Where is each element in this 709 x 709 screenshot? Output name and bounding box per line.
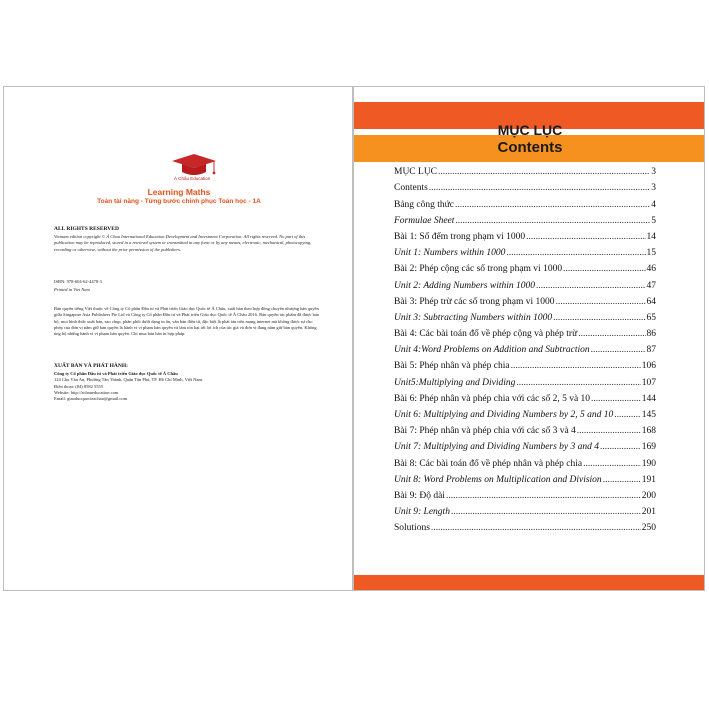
toc-entry-page: 14: [646, 231, 656, 242]
toc-entry-title: Bài 6: Phép nhân và phép chia với các số 2, 5 và 10: [394, 393, 591, 404]
toc-entry-page: 106: [641, 361, 656, 372]
toc-entry-title: Unit 1: Numbers within 1000: [394, 248, 506, 259]
publisher-address: 124 Chu Văn An, Phường Tân Thành, Quận Tân Phú, TP. Hồ Chí Minh, Việt Nam.: [54, 377, 204, 383]
toc-leader-dots: [516, 378, 640, 389]
toc-entry-title: Bảng công thức: [394, 199, 455, 210]
series-subtitle: Toán tài năng - Từng bước chinh phục Toán học - 1A: [97, 198, 261, 205]
toc-leader-dots: [563, 264, 645, 275]
toc-entry: [394, 470, 656, 486]
toc-leader-dots: [429, 183, 650, 194]
toc-entry: [394, 486, 656, 502]
toc-entry: [394, 308, 656, 324]
toc-entry-title: Bài 1: Số đếm trong phạm vi 1000: [394, 231, 526, 242]
contents-heading-vn: MỤC LỤC: [497, 122, 563, 138]
toc-entry-title: Unit 9: Length: [394, 507, 450, 518]
toc-entry: [394, 389, 656, 405]
toc-entry-title: Unit 4:Word Problems on Addition and Subtraction: [394, 345, 590, 356]
toc-leader-dots: [526, 232, 645, 243]
toc-leader-dots: [578, 329, 645, 340]
isbn: ISBN: 978-604-62-4478-3: [54, 279, 102, 284]
toc-entry-page: 3: [651, 167, 656, 178]
toc-entry: [394, 518, 656, 534]
toc-entry-page: 65: [646, 312, 656, 323]
toc-leader-dots: [455, 200, 650, 211]
toc-entry-page: 15: [646, 248, 656, 259]
toc-entry-title: Unit 6: Multiplying and Dividing Numbers by 2, 5 and 10: [394, 410, 614, 420]
toc-leader-dots: [536, 281, 645, 292]
toc-entry-title: Bài 5: Phép nhân và phép chia: [394, 361, 510, 372]
toc-entry: [394, 259, 656, 275]
toc-entry-title: Bài 4: Các bài toán đố về phép cộng và phép trừ: [394, 329, 578, 340]
toc-entry: [394, 194, 656, 210]
vn-copyright-text: Bản quyền tiếng Việt thuộc về Công ty Cổ phần Đầu tư và Phát triển Giáo dục Quốc tế Á Châu, xuất bản theo hợp đồng chuyển nhượng bản quyền giữa Singapore Asia Publishers Pte Ltd và Công ty Cổ phần Đầu tư và Phát triển Giáo dục Quốc tế Á Châu 2016. Bản quyền tác phẩm đã được bảo hộ, mọi hình thức xuất bản, sao chụp, phân phối dưới dạng in ấn, văn bản điện tử, đặc biệt là phát tán trên mạng internet mà không được sự cho phép của đơn vị nắm giữ bản quyền là hành vi vi phạm bản quyền và làm tổn hại tới lợi ích của tác giả và đơn vị đang nắm giữ bản quyền. Không ủng hộ những hành vi vi phạm bản quyền. Chỉ mua bán bản in hợp pháp.: [54, 306, 320, 337]
toc-entry: [394, 453, 656, 469]
toc-entry-title: Unit 3: Subtracting Numbers within 1000: [394, 312, 553, 323]
toc-entry-page: 250: [641, 523, 656, 534]
toc-entry-title: Unit5:Multiplying and Dividing: [394, 377, 516, 388]
rights-text: Vietnam edition copyright © Á Chau International Education Development and Investment Corporation. All rights reserved. No part of this publication may be reproduced, stored in a retrieval system or transmitted in any form or by any means, electronic, mechanical, photocopying, recording or otherwise, without the prior permission of the publishers.: [54, 234, 312, 252]
toc-entry-page: 201: [641, 507, 656, 518]
toc-entry: [394, 502, 656, 518]
toc-entry-page: 86: [646, 329, 656, 340]
publisher-name: Công ty Cổ phần Đầu tư và Phát triển Giáo dục Quốc tế Á Châu: [54, 371, 178, 376]
toc-leader-dots: [431, 523, 641, 534]
toc-entry-page: 168: [641, 426, 656, 437]
publisher-phone: Điện thoại: (84) 8582 5555: [54, 383, 103, 389]
toc-entry: [394, 372, 656, 388]
toc-leader-dots: [591, 345, 646, 356]
toc-leader-dots: [591, 394, 641, 405]
toc-entry-page: 190: [641, 458, 656, 469]
toc-entry-page: 87: [646, 345, 656, 356]
toc-entry-page: 47: [646, 280, 656, 291]
toc-entry-title: Unit 8: Word Problems on Multiplication and Division: [394, 474, 602, 485]
publisher-info: [54, 371, 322, 402]
toc-entry-title: MỤC LỤC: [394, 167, 438, 178]
toc-entry-page: 145: [641, 410, 656, 420]
toc-entry-title: Bài 8: Các bài toán đố về phép nhân và phép chia: [394, 458, 583, 469]
table-of-contents: [394, 162, 656, 534]
toc-entry: [394, 421, 656, 437]
toc-leader-dots: [455, 216, 650, 227]
toc-entry-title: Unit 7: Multiplying and Dividing Numbers by 3 and 4: [394, 442, 600, 453]
toc-leader-dots: [583, 459, 641, 470]
toc-leader-dots: [553, 313, 645, 324]
toc-leader-dots: [577, 426, 641, 437]
toc-leader-dots: [451, 507, 641, 518]
toc-entry-page: 5: [651, 215, 656, 226]
toc-entry-page: 3: [651, 183, 656, 194]
printed-in: Printed in Viet Nam: [54, 287, 90, 292]
toc-entry-page: 64: [646, 296, 656, 307]
toc-entry: [394, 227, 656, 243]
toc-entry-title: Bài 3: Phép trừ các số trong phạm vi 1000: [394, 296, 555, 307]
toc-entry-title: Contents: [394, 183, 428, 194]
toc-entry: [394, 324, 656, 340]
rights-title: ALL RIGHTS RESERVED: [54, 226, 119, 232]
toc-entry-page: 169: [641, 442, 656, 453]
toc-entry: [394, 275, 656, 291]
toc-entry-page: 107: [641, 377, 656, 388]
toc-entry-title: Formulae Sheet: [394, 215, 455, 226]
left-page: [3, 86, 353, 591]
toc-entry: [394, 243, 656, 259]
toc-leader-dots: [446, 491, 641, 502]
toc-leader-dots: [511, 361, 641, 372]
toc-entry: [394, 292, 656, 308]
publisher-website: Website: http://achaueducation.com: [54, 389, 119, 395]
toc-entry-page: 191: [641, 474, 656, 485]
toc-leader-dots: [600, 442, 641, 453]
toc-entry-title: Solutions: [394, 523, 430, 534]
logo-subtext: Á Châu Education: [174, 176, 211, 181]
toc-entry-page: 144: [641, 393, 656, 404]
toc-entry-page: 200: [641, 490, 656, 501]
toc-entry: [394, 211, 656, 227]
toc-entry: [394, 437, 656, 453]
toc-entry-title: Bài 2: Phép cộng các số trong phạm vi 1000: [394, 264, 563, 275]
toc-entry: [394, 405, 656, 421]
series-title: Learning Maths: [147, 187, 211, 197]
publisher-email: Email: giaoducquocteachau@gmail.com: [54, 396, 128, 402]
toc-entry-page: 46: [646, 264, 656, 275]
toc-entry: [394, 340, 656, 356]
toc-entry-title: Bài 9: Độ dài: [394, 490, 445, 501]
toc-leader-dots: [506, 248, 645, 259]
publisher-title: XUẤT BẢN VÀ PHÁT HÀNH:: [54, 363, 128, 369]
toc-entry-page: 4: [651, 199, 656, 210]
right-page: [353, 86, 705, 591]
footer-bar: [354, 575, 705, 591]
toc-leader-dots: [614, 410, 640, 421]
toc-entry: [394, 178, 656, 194]
contents-heading-en: Contents: [497, 139, 563, 156]
toc-entry-title: Bài 7: Phép nhân và phép chia với các số 3 và 4: [394, 426, 576, 437]
toc-leader-dots: [556, 297, 646, 308]
toc-entry-title: Unit 2: Adding Numbers within 1000: [394, 280, 536, 291]
toc-leader-dots: [438, 167, 650, 178]
toc-entry: [394, 162, 656, 178]
toc-leader-dots: [603, 475, 641, 486]
toc-entry: [394, 356, 656, 372]
